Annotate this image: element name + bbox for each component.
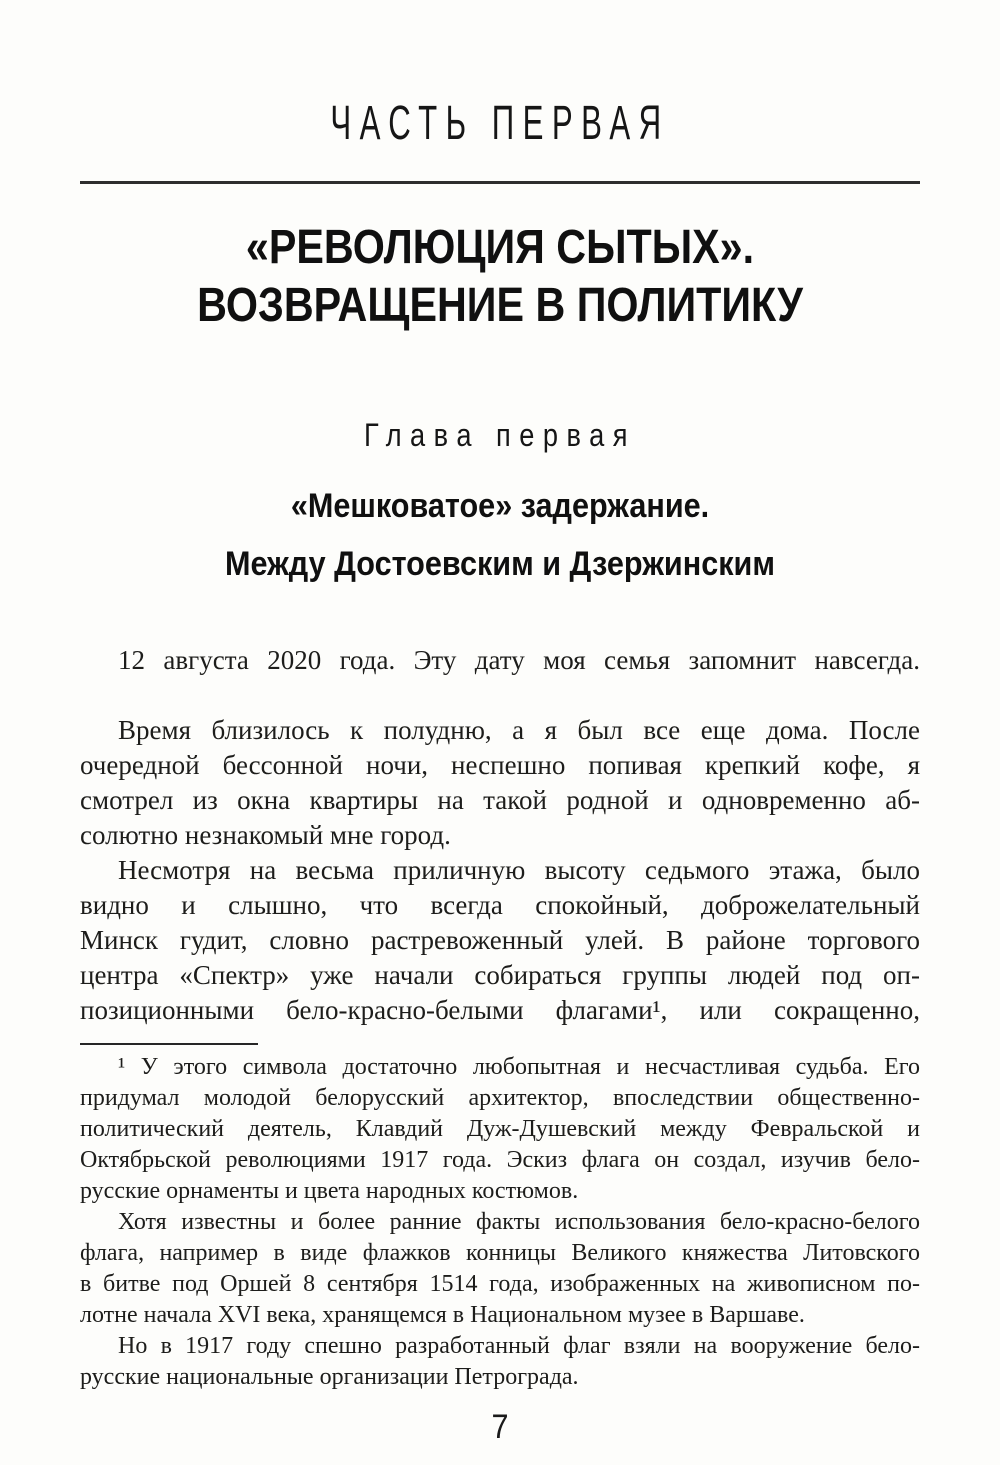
footnote-rule <box>80 1043 258 1045</box>
footnote-line: флага, например в виде флажков конницы Великого княжества Литовского <box>80 1240 920 1266</box>
body-line: 12 августа 2020 года. Эту дату моя семья запомнит навсегда. <box>118 645 920 675</box>
body-line: очередной бессонной ночи, неспешно попивая крепкий кофе, я <box>80 750 920 780</box>
body-line: Время близилось к полудню, а я был все еще дома. После <box>118 715 920 745</box>
paragraph <box>80 713 920 853</box>
footnote-line: придумал молодой белорусский архитектор, впоследствии общественно- <box>80 1085 920 1111</box>
page-number: 7 <box>491 1408 509 1446</box>
footnote-paragraph <box>80 1052 920 1207</box>
footnote-line: Октябрьской революциями 1917 года. Эскиз флага он создал, изучив бело- <box>80 1147 920 1173</box>
footnote <box>80 1052 920 1393</box>
paragraph <box>80 643 920 678</box>
footnote-line: русские национальные организации Петрограда. <box>80 1364 579 1390</box>
footnote-line: политический деятель, Клавдий Дуж-Душевский между Февральской и <box>80 1116 920 1142</box>
footnote-line: русские орнаменты и цвета народных костюмов. <box>80 1178 579 1204</box>
footnote-line: лотне начала XVI века, хранящемся в Национальном музее в Варшаве. <box>80 1302 805 1328</box>
body-line: Несмотря на весьма приличную высоту седьмого этажа, было <box>118 855 920 885</box>
footnote-line: Но в 1917 году спешно разработанный флаг взяли на вооружение бело- <box>118 1333 920 1359</box>
chapter-heading: Глава первая <box>363 417 636 453</box>
body-line: смотрел из окна квартиры на такой родной и одновременно аб- <box>80 785 920 815</box>
footnote-paragraph <box>80 1331 920 1393</box>
footnote-line: Хотя известны и более ранние факты использования бело-красно-белого <box>118 1209 920 1235</box>
body-line: Минск гудит, словно растревоженный улей. В районе торгового <box>80 925 920 955</box>
body-line: центра «Спектр» уже начали собираться группы людей под оп- <box>80 960 920 990</box>
part-title-line: «РЕВОЛЮЦИЯ СЫТЫХ». <box>245 221 755 274</box>
footnote-line: ¹ У этого символа достаточно любопытная и несчастливая судьба. Его <box>118 1054 920 1080</box>
footnote-paragraph <box>80 1207 920 1331</box>
chapter-title-line: «Мешковатое» задержание. <box>290 487 710 525</box>
body-line: позиционными бело-красно-белыми флагами¹, или сокращенно, <box>80 995 920 1025</box>
footnote-line: в битве под Оршей 8 сентября 1514 года, изображенных на живописном по- <box>80 1271 920 1297</box>
body-line: солютно незнакомый мне город. <box>80 820 451 850</box>
body-text <box>80 643 920 1028</box>
chapter-title-line: Между Достоевским и Дзержинским <box>225 545 775 583</box>
part-title-line: ВОЗВРАЩЕНИЕ В ПОЛИТИКУ <box>197 279 803 332</box>
part-heading: ЧАСТЬ ПЕРВАЯ <box>330 97 670 150</box>
body-line: видно и слышно, что всегда спокойный, доброжелательный <box>80 890 920 920</box>
part-divider-rule <box>80 181 920 184</box>
chapter-title <box>50 477 950 593</box>
paragraph <box>80 853 920 1028</box>
part-title <box>70 219 930 335</box>
